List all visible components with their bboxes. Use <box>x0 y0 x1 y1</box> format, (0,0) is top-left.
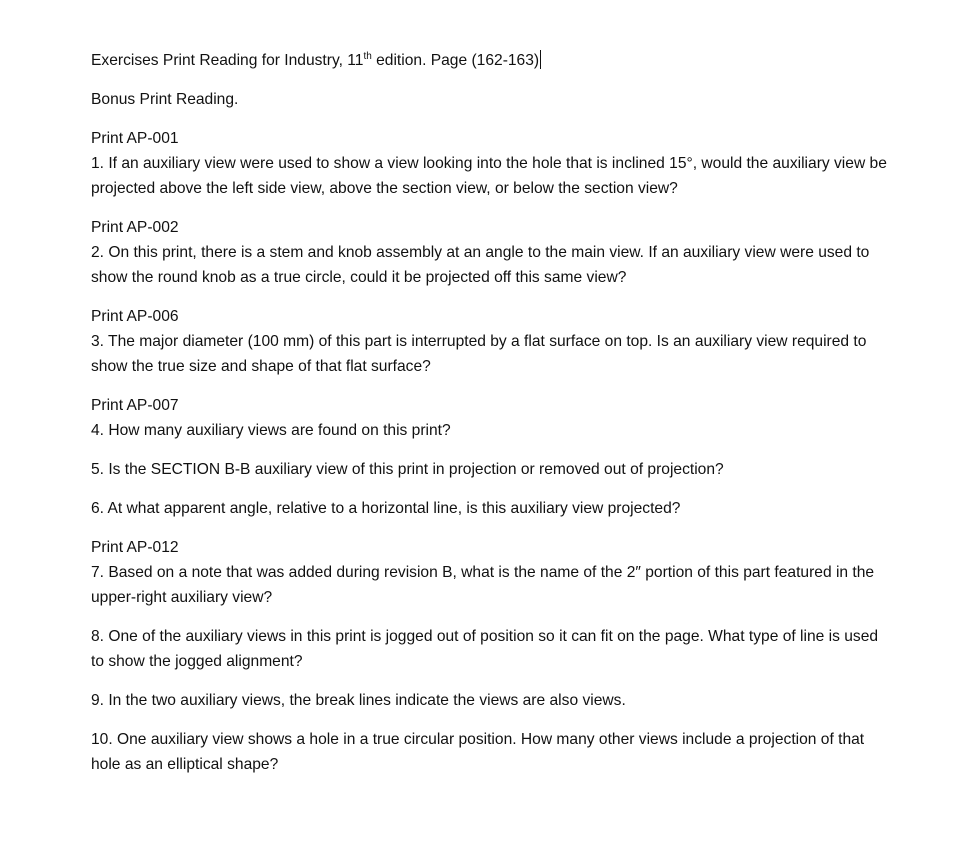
question-3: 3. The major diameter (100 mm) of this part is interrupted by a flat surface on top. Is an auxiliary view required to show the true size and shape of that flat surface? <box>91 333 867 375</box>
question-10: 10. One auxiliary view shows a hole in a true circular position. How many other views include a projection of that hole as an elliptical shape? <box>91 731 865 773</box>
title-prefix: Exercises Print Reading for Industry, 11 <box>91 52 364 69</box>
question-1: 1. If an auxiliary view were used to show a view looking into the hole that is inclined 15°, would the auxiliary view be projected above the left side view, above the section view, or below the section view? <box>91 155 887 197</box>
document-title <box>91 48 891 73</box>
section-ap-002 <box>91 215 891 290</box>
document-body[interactable] <box>91 48 891 791</box>
print-label: Print AP-006 <box>91 308 179 325</box>
question-6: 6. At what apparent angle, relative to a horizontal line, is this auxiliary view projected? <box>91 500 681 517</box>
question-7: 7. Based on a note that was added during revision B, what is the name of the 2″ portion of this part featured in the upper-right auxiliary view? <box>91 564 875 606</box>
question-9: 9. In the two auxiliary views, the break lines indicate the views are also views. <box>91 692 626 709</box>
print-label: Print AP-012 <box>91 539 179 556</box>
section-ap-006 <box>91 304 891 379</box>
question-5: 5. Is the SECTION B-B auxiliary view of this print in projection or removed out of projection? <box>91 461 724 478</box>
bonus-heading: Bonus Print Reading. <box>91 91 239 108</box>
title-superscript: th <box>363 50 372 62</box>
question-4: 4. How many auxiliary views are found on this print? <box>91 422 451 439</box>
print-label: Print AP-001 <box>91 130 179 147</box>
question-8: 8. One of the auxiliary views in this print is jogged out of position so it can fit on the page. What type of line is used to show the jogged alignment? <box>91 628 879 670</box>
print-label: Print AP-002 <box>91 219 179 236</box>
section-ap-007 <box>91 393 891 443</box>
section-ap-001 <box>91 126 891 201</box>
title-suffix: edition. Page (162-163) <box>371 52 540 69</box>
print-label: Print AP-007 <box>91 397 179 414</box>
section-ap-012 <box>91 535 891 610</box>
question-2: 2. On this print, there is a stem and knob assembly at an angle to the main view. If an auxiliary view were used to show the round knob as a true circle, could it be projected off this same view? <box>91 244 870 286</box>
text-cursor <box>540 50 541 69</box>
